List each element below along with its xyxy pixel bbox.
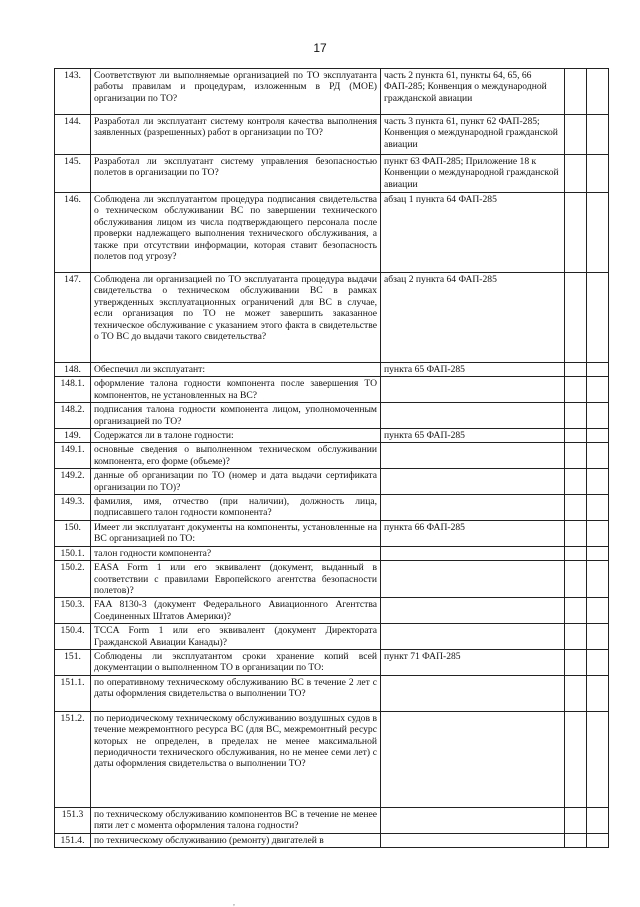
question-text: по техническому обслуживанию (ремонту) двигателей в xyxy=(91,833,381,847)
legal-reference xyxy=(381,403,565,429)
table-row xyxy=(55,403,609,429)
row-number: 149. xyxy=(55,429,91,443)
table-row xyxy=(55,193,609,273)
table-row xyxy=(55,443,609,469)
question-text: TCCA Form 1 или его эквивалент (документ Директората Гражданской Авиации Канады)? xyxy=(91,624,381,650)
row-number: 148.2. xyxy=(55,403,91,429)
answer-cell-no[interactable] xyxy=(587,377,609,403)
answer-cell-no[interactable] xyxy=(587,429,609,443)
table-row xyxy=(55,520,609,546)
answer-cell-no[interactable] xyxy=(587,155,609,193)
legal-reference xyxy=(381,833,565,847)
checklist-body xyxy=(55,69,609,848)
question-text: Соблюдена ли организацией по ТО эксплуатанта процедура выдачи свидетельства о техническом обслуживании ВС в рамках утвержденных эксплуатационных ограничений для ВС в случае, если организация по ТО не может завершить заказанное техническое обслуживание с указанием этого факта в свидетельстве о ТО ВС до выдачи такого свидетельства? xyxy=(91,273,381,363)
table-row xyxy=(55,649,609,675)
table-row xyxy=(55,69,609,115)
table-row xyxy=(55,469,609,495)
question-text: по оперативному техническому обслуживанию ВС в течение 2 лет с даты оформления свидетельства о выполнении ТО? xyxy=(91,675,381,711)
table-row xyxy=(55,807,609,833)
question-text: Содержатся ли в талоне годности: xyxy=(91,429,381,443)
answer-cell-yes[interactable] xyxy=(565,193,587,273)
row-number: 150.3. xyxy=(55,598,91,624)
answer-cell-no[interactable] xyxy=(587,649,609,675)
row-number: 151.3 xyxy=(55,807,91,833)
answer-cell-yes[interactable] xyxy=(565,377,587,403)
legal-reference xyxy=(381,443,565,469)
answer-cell-yes[interactable] xyxy=(565,495,587,521)
table-row xyxy=(55,429,609,443)
table-row xyxy=(55,711,609,807)
legal-reference xyxy=(381,495,565,521)
table-row xyxy=(55,377,609,403)
answer-cell-no[interactable] xyxy=(587,624,609,650)
row-number: 150. xyxy=(55,520,91,546)
answer-cell-yes[interactable] xyxy=(565,469,587,495)
row-number: 146. xyxy=(55,193,91,273)
row-number: 147. xyxy=(55,273,91,363)
answer-cell-yes[interactable] xyxy=(565,711,587,807)
question-text: EASA Form 1 или его эквивалент (документ, выданный в соответствии с правилами Европейского агентства безопасности полетов)? xyxy=(91,561,381,598)
legal-reference: пункта 65 ФАП-285 xyxy=(381,363,565,377)
question-text: Обеспечил ли эксплуатант: xyxy=(91,363,381,377)
answer-cell-no[interactable] xyxy=(587,807,609,833)
answer-cell-yes[interactable] xyxy=(565,624,587,650)
page-number: 17 xyxy=(313,41,327,55)
answer-cell-yes[interactable] xyxy=(565,561,587,598)
answer-cell-no[interactable] xyxy=(587,520,609,546)
question-text: Разработал ли эксплуатант систему контроля качества выполнения заявленных (разрешенных) работ в организации по ТО? xyxy=(91,115,381,155)
legal-reference xyxy=(381,561,565,598)
answer-cell-yes[interactable] xyxy=(565,546,587,560)
legal-reference: абзац 1 пункта 64 ФАП-285 xyxy=(381,193,565,273)
table-row xyxy=(55,155,609,193)
answer-cell-no[interactable] xyxy=(587,598,609,624)
table-row xyxy=(55,363,609,377)
question-text: Имеет ли эксплуатант документы на компоненты, установленные на ВС организацией по ТО: xyxy=(91,520,381,546)
answer-cell-no[interactable] xyxy=(587,495,609,521)
row-number: 151.2. xyxy=(55,711,91,807)
answer-cell-yes[interactable] xyxy=(565,429,587,443)
answer-cell-no[interactable] xyxy=(587,273,609,363)
answer-cell-no[interactable] xyxy=(587,363,609,377)
legal-reference: часть 2 пункта 61, пункты 64, 65, 66 ФАП-285; Конвенция о международной гражданской авиации xyxy=(381,69,565,115)
question-text: по техническому обслуживанию компонентов ВС в течение не менее пяти лет с момента оформления талона годности? xyxy=(91,807,381,833)
answer-cell-no[interactable] xyxy=(587,403,609,429)
row-number: 150.2. xyxy=(55,561,91,598)
question-text: Разработал ли эксплуатант систему управления безопасностью полетов в организации по ТО? xyxy=(91,155,381,193)
answer-cell-yes[interactable] xyxy=(565,403,587,429)
answer-cell-yes[interactable] xyxy=(565,443,587,469)
answer-cell-no[interactable] xyxy=(587,675,609,711)
table-row xyxy=(55,833,609,847)
table-row xyxy=(55,598,609,624)
table-row xyxy=(55,624,609,650)
row-number: 149.2. xyxy=(55,469,91,495)
question-text: Соблюдена ли эксплуатантом процедура подписания свидетельства о техническом обслуживании ВС по завершении технического обслуживания лицом из числа подтверждающего персонала после проверки надлежащего выполнения технического обслуживания, а также при отсутствии информации, которая ставит безопасность полетов под угрозу? xyxy=(91,193,381,273)
legal-reference xyxy=(381,675,565,711)
table-row xyxy=(55,546,609,560)
legal-reference: пункта 66 ФАП-285 xyxy=(381,520,565,546)
legal-reference xyxy=(381,546,565,560)
table-row xyxy=(55,675,609,711)
legal-reference xyxy=(381,377,565,403)
question-text: подписания талона годности компонента лицом, уполномоченным организацией по ТО? xyxy=(91,403,381,429)
legal-reference xyxy=(381,624,565,650)
legal-reference: абзац 2 пункта 64 ФАП-285 xyxy=(381,273,565,363)
row-number: 148. xyxy=(55,363,91,377)
question-text: талон годности компонента? xyxy=(91,546,381,560)
answer-cell-yes[interactable] xyxy=(565,675,587,711)
answer-cell-yes[interactable] xyxy=(565,807,587,833)
question-text: фамилия, имя, отчество (при наличии), должность лица, подписавшего талон годности компонента? xyxy=(91,495,381,521)
answer-cell-no[interactable] xyxy=(587,561,609,598)
row-number: 151.4. xyxy=(55,833,91,847)
legal-reference: пункт 71 ФАП-285 xyxy=(381,649,565,675)
row-number: 151.1. xyxy=(55,675,91,711)
table-row xyxy=(55,115,609,155)
legal-reference: пункта 65 ФАП-285 xyxy=(381,429,565,443)
row-number: 144. xyxy=(55,115,91,155)
legal-reference xyxy=(381,711,565,807)
legal-reference xyxy=(381,807,565,833)
table-row xyxy=(55,273,609,363)
answer-cell-yes[interactable] xyxy=(565,363,587,377)
answer-cell-no[interactable] xyxy=(587,833,609,847)
row-number: 149.3. xyxy=(55,495,91,521)
question-text: по периодическому техническому обслуживанию воздушных судов в течение межремонтного ресурса ВС (для ВС, межремонтный ресурс которых не определен, в пределах не менее максимальной периодичности технического обслуживания, но не менее семи лет) с даты оформления свидетельства о выполнении ТО? xyxy=(91,711,381,807)
scan-mark: , xyxy=(233,898,235,907)
question-text: данные об организации по ТО (номер и дата выдачи сертификата организации по ТО)? xyxy=(91,469,381,495)
answer-cell-yes[interactable] xyxy=(565,598,587,624)
question-text: Соблюдены ли эксплуатантом сроки хранение копий всей документации о выполненном ТО в организации по ТО: xyxy=(91,649,381,675)
answer-cell-yes[interactable] xyxy=(565,649,587,675)
row-number: 151. xyxy=(55,649,91,675)
answer-cell-no[interactable] xyxy=(587,443,609,469)
answer-cell-no[interactable] xyxy=(587,711,609,807)
answer-cell-no[interactable] xyxy=(587,193,609,273)
row-number: 148.1. xyxy=(55,377,91,403)
row-number: 143. xyxy=(55,69,91,115)
legal-reference xyxy=(381,469,565,495)
answer-cell-no[interactable] xyxy=(587,546,609,560)
question-text: Соответствуют ли выполняемые организацией по ТО эксплуатанта работы правилам и процедурам, изложенным в РД (МОЕ) организации по ТО? xyxy=(91,69,381,115)
question-text: FAA 8130-3 (документ Федерального Авиационного Агентства Соединенных Штатов Америки)? xyxy=(91,598,381,624)
answer-cell-yes[interactable] xyxy=(565,273,587,363)
row-number: 149.1. xyxy=(55,443,91,469)
answer-cell-no[interactable] xyxy=(587,69,609,115)
question-text: основные сведения о выполненном техническом обслуживании компонента, его форме (объеме)? xyxy=(91,443,381,469)
legal-reference: часть 3 пункта 61, пункт 62 ФАП-285; Конвенция о международной гражданской авиации xyxy=(381,115,565,155)
row-number: 150.4. xyxy=(55,624,91,650)
answer-cell-yes[interactable] xyxy=(565,115,587,155)
answer-cell-yes[interactable] xyxy=(565,833,587,847)
answer-cell-yes[interactable] xyxy=(565,520,587,546)
checklist-table xyxy=(54,68,609,848)
answer-cell-yes[interactable] xyxy=(565,69,587,115)
answer-cell-no[interactable] xyxy=(587,469,609,495)
legal-reference xyxy=(381,598,565,624)
answer-cell-yes[interactable] xyxy=(565,155,587,193)
answer-cell-no[interactable] xyxy=(587,115,609,155)
question-text: оформление талона годности компонента после завершения ТО компонентов, не установленных на ВС? xyxy=(91,377,381,403)
row-number: 145. xyxy=(55,155,91,193)
legal-reference: пункт 63 ФАП-285; Приложение 18 к Конвенции о международной гражданской авиации xyxy=(381,155,565,193)
table-row xyxy=(55,495,609,521)
table-row xyxy=(55,561,609,598)
row-number: 150.1. xyxy=(55,546,91,560)
